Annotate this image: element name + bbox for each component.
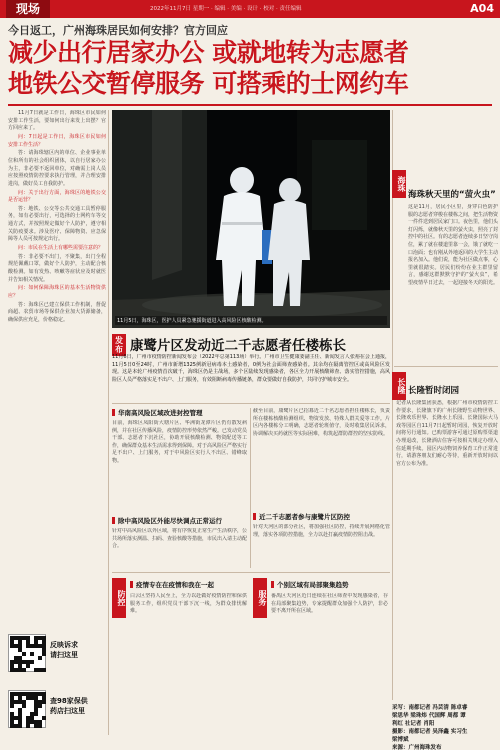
qr-module	[42, 668, 46, 672]
main-article-body-1: 目前，海珠区凤阳街大塘片区、华洲街龙潭片区仍有散发病例，并在社区传播风险，疫情防控形势依然严峻。已发动党员干部、志愿者下沉社区，协助开展核酸检测、物资配送等工作，确保群众基本生活需求得到保障。对于高风险区严格实行足不出户、上门服务，对于中风险区实行人不出区、错峰取物。	[112, 420, 247, 464]
bottom-box-title-1: 疫情专在在疫情和我在一起	[130, 580, 214, 589]
page-meta: 2022年11月7日 星期一 · 编辑 · 美编 · 设计 · 校对 · 责任编辑	[150, 6, 302, 12]
bottom-box-title-2: 个别区域有局部聚集趋势	[271, 580, 349, 589]
main-article-body-3: 针对中高风险区以外区域，将有序恢复正常生产生活秩序，公共场所落实测温、扫码、查验核酸等措施，市民出入请主动配合。	[112, 528, 247, 550]
section-label-chimelong: 长隆	[392, 372, 406, 400]
qr-module	[42, 652, 46, 656]
qr-code-pharmacy[interactable]	[8, 690, 46, 728]
inner-column-divider	[250, 408, 251, 568]
qr-module	[42, 700, 46, 704]
left-column-qa	[8, 110, 106, 622]
subsection-title-2: 除中高风险区外能尽快调点正常运行	[112, 516, 222, 525]
headline-line-2: 地铁公交暂停服务 可搭乘的士网约车	[8, 69, 409, 98]
qa-answer: 答：海珠区已建立保供工作机制，督促商超、农贸市场等保供企业加大货源储备，确保供应充足，价格稳定。	[8, 301, 106, 323]
subsection-title-3: 近二千志愿者参与康鹭片区防控	[253, 512, 350, 521]
qr-module	[22, 704, 26, 708]
main-article-body-4: 针对天河区的部分社区，将加强社区防控，持续开展网格化管理，落实各项防控措施，全力以赴打赢疫情防控阻击战。	[253, 524, 390, 538]
qr-module	[10, 704, 14, 708]
qa-answer: 答：非必要不出门，不聚集，出门全程规范佩戴口罩，做好个人防护，主动配合核酸检测。如有发热、咳嗽等症状应及时就医并告知相关情况。	[8, 253, 106, 283]
qr-module	[34, 712, 38, 716]
bottom-box-label-1: 防控	[112, 578, 126, 618]
lead-divider	[112, 403, 390, 404]
bottom-boxes-divider	[112, 572, 390, 573]
qa-answer: 11月7日就是工作日，海珠区市民如何安排工作生活，要如何出行来发上出摆？官方回应来了。	[8, 110, 106, 132]
qr-module	[38, 704, 42, 708]
qr-module	[30, 660, 34, 664]
qr-label-feedback: 反映诉求 请扫这里	[50, 641, 78, 659]
chimelong-article-body: 记者从长隆集团获悉，根据广州市疫情防控工作要求，长隆旗下的广州长隆野生动物世界、长隆欢乐世界、长隆水上乐园、长隆国际大马戏等园区自11月7日起暂时闭园，恢复开放时间将另行通知。已购票游客可通过原购票渠道办理退改，长隆酒店住客可按相关规定办理入住延期手续。园区内动物饲养保育工作正常进行，请游客朋友们耐心等待，重新开放时间以官方公布为准。	[396, 400, 498, 467]
qr-code-feedback[interactable]	[8, 634, 46, 672]
qr-module	[38, 724, 42, 728]
medical-workers-photo	[112, 110, 390, 328]
credit-line: 梁博斌	[392, 737, 409, 743]
page-header-band	[0, 0, 500, 18]
qr-module	[42, 716, 46, 720]
credit-line: 采写：南都记者 冯芸清 陈卓睿	[392, 705, 468, 711]
headline	[8, 37, 498, 99]
qr-module	[18, 724, 22, 728]
qr-module	[22, 668, 26, 672]
main-article-body-2: 截至目前，康鹭片区已招募近二千名志愿者担任楼栋长，负责所在楼栋核酸检测组织、物资发放、特殊人群关爱等工作。片区内各楼栋分工明确，志愿者轮班值守，及时收集居民诉求，协调解决买药就医等实际困难，构筑起群防群控的坚实防线。	[253, 408, 390, 437]
page-number: A04	[470, 2, 494, 15]
chimelong-article-title: 长隆暂时闭园	[408, 386, 460, 396]
section-label-haizhu: 海珠	[392, 170, 406, 198]
kicker: 今日返工，广州海珠居民如何安排？官方回应	[8, 24, 228, 37]
qr-module	[30, 652, 34, 656]
news-photo	[112, 110, 390, 328]
qr-module	[26, 664, 30, 668]
credit-line: 利红 社记者 肖阳	[392, 721, 435, 727]
bottom-box-text-2: 番禺区天河区近日连续在社区筛查中发现感染者，存在局部聚集趋势，专家提醒群众加强个人防护，非必要不离开所在区域。	[271, 593, 388, 615]
credit-line: 摄影：南都记者 吴泽鑫 实习生	[392, 729, 468, 735]
qa-answer: 答：地铁、公交等公共交通工具暂停服务，如有必要出行，可选择的士网约车等交通方式，并按照规定做好个人防护，遵守相关防疫要求。涉及医疗、保障物资、应急保障等人员可按规定出行。	[8, 205, 106, 243]
photo-caption: 11月5日，海珠区，医护人员紧急驰援街道进入高风险区核酸检测。	[115, 316, 387, 325]
qa-question: 问：市民在生活上有哪些需要注意的？	[18, 245, 104, 252]
qr-label-pharmacy: 查98家保供 药店扫这里	[50, 697, 88, 715]
section-tag: 现场	[6, 0, 50, 18]
qa-question: 问：7日起是工作日，海珠区市民如何安排工作生活？	[8, 133, 106, 148]
credit-line: 来源：广州海珠发布	[392, 745, 442, 750]
qa-question: 问：如何保障海珠区的基本生活物资供应？	[8, 285, 106, 299]
headline-rule	[8, 104, 492, 106]
firefly-article-title: 海珠秋天里的“萤火虫”	[408, 190, 496, 200]
column-divider	[108, 110, 109, 735]
main-article-title: 康鹭片区发动近二千志愿者任楼栋长	[130, 338, 346, 354]
qr-module	[22, 652, 26, 656]
credit-line: 梁思华 梁珠炜 代国辉 周都 谭	[392, 713, 466, 719]
qa-answer: 答：请海珠辖区内的单位、企业事业单位和所有的社会组织团体，以自行居家办公为主，非必要不返回单位，对确需上岗人员应按照疫情防控要求执行管理，并合理安排进岗，做好员工自我防护。	[8, 150, 106, 187]
section-label-release: 发 布	[112, 334, 126, 356]
article-credits	[392, 704, 498, 750]
right-column-rule	[394, 366, 498, 367]
qa-question: 问：关于出行方面，海珠区的地铁公交是否运营？	[8, 189, 106, 204]
right-column-divider	[392, 110, 393, 700]
qr-module	[26, 724, 30, 728]
bottom-box-text-1: 白云区坚持人民至上，全力以赴做好疫情防控和保供服务工作，组织党员干部下沉一线，为群众排忧解难。	[130, 593, 247, 615]
firefly-article-body: 这是11月，居民小区里，身穿白色防护服的志愿者穿梭在楼栋之间，把生活物资一件件送到居民家门口。夜色里，他们头灯闪烁，就像秋天里的萤火虫，照亮了封控中的社区。有的志愿者连续多日坚守岗位，累了就在楼道里靠一会，饿了就吃一口泡面；也有刚从外地返回的大学生主动报名加入。他们说，能为社区做点事，心里就很踏实。居民们纷纷在业主群里留言，感谢这群默默守护的“萤火虫”，希望疫情早日过去，一起迎接冬天的阳光。	[408, 204, 498, 286]
qr-module	[38, 656, 42, 660]
headline-line-1: 减少出行居家办公 或就地转为志愿者	[8, 38, 409, 67]
main-article-lead: 11月6日，广州市疫情防控新闻发布会（2022年总第113场）举行。广州市卫生健康委副主任、新闻发言人张裕在会上通报，11月5日0至24时，广州市新增1325例新冠病毒本土感染者，0例为社会面筛查感染者。其余均在隔离管控区或高风险区发现。这是本轮广州疫情首次破千，海珠区仍是主战场，多个区陆续发现感染者，各区全力开展核酸筛查、落实管控措施，高风险区人员严格落实足不出户、上门服务，有效阻断病毒传播链条，群众要做好自我防护，共同守护城市安全。	[112, 354, 390, 383]
subsection-title-1: 华南高风险区域改进封控管理	[112, 408, 203, 417]
bottom-box-label-2: 服务	[253, 578, 267, 618]
